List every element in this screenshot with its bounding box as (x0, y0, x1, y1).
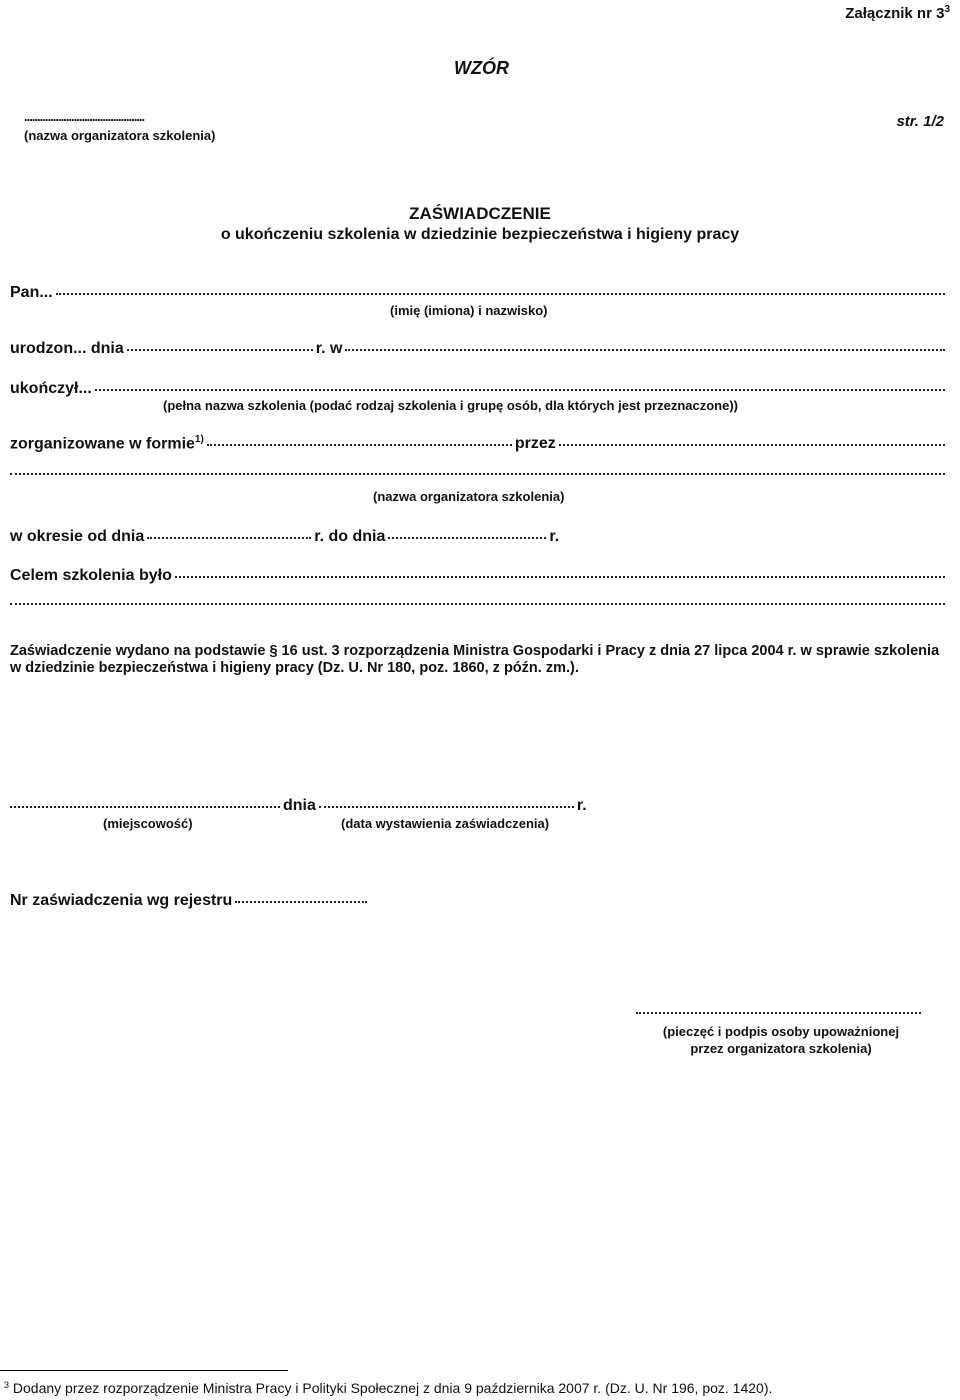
birth-place-field[interactable] (345, 348, 945, 351)
footnote-separator (0, 1370, 288, 1371)
organizer-field[interactable] (559, 443, 945, 446)
name-caption: (imię (imiona) i nazwisko) (390, 303, 548, 318)
birth-row (10, 340, 948, 358)
name-label: Pan... (10, 284, 53, 301)
signature-caption-line1: (pieczęć i podpis osoby upoważnionej (662, 1024, 900, 1039)
completed-row (10, 380, 948, 398)
birth-place-label: r. w (315, 340, 343, 357)
signature-caption-line2: przez organizatora szkolenia) (690, 1041, 872, 1056)
organized-label: zorganizowane w formie$^{1)}$ (10, 434, 204, 453)
training-form-field[interactable] (207, 443, 512, 446)
legal-basis-text: Zaświadczenie wydano na podstawie § 16 ust. 3 rozporządzenia Ministra Gospodarki i Pracy z dnia 27 lipca 2004 r. w sprawie szkolenia w dziedzinie bezpieczeństwa i higieny pracy (Dz. U. Nr 180, poz. 1860, z późn. zm.). (10, 643, 940, 676)
period-end-suffix: r. (549, 528, 560, 545)
goal-row (10, 567, 948, 585)
footnote (4, 1380, 772, 1396)
annex-label: Załącznik nr $3^3$ (845, 4, 950, 22)
annex-footnote-ref: 3 (944, 4, 950, 15)
template-word: WZÓR (454, 58, 509, 78)
document-title: ZAŚWIADCZENIE (409, 204, 551, 223)
issue-date-field[interactable] (319, 805, 574, 808)
organizer-row (10, 474, 948, 477)
birth-label: urodzon... dnia (10, 340, 124, 357)
goal-label: Celem szkolenia było (10, 567, 172, 584)
register-row (10, 892, 370, 910)
organized-row (10, 434, 948, 453)
goal-row-2 (10, 604, 948, 607)
training-name-caption: (pełna nazwa szkolenia (podać rodzaj szkolenia i grupę osób, dla których jest przeznaczone)) (163, 398, 739, 413)
organizer-name-field[interactable] (10, 472, 945, 475)
period-row (10, 528, 948, 546)
training-name-field[interactable] (95, 388, 945, 391)
completed-label: ukończył... (10, 380, 92, 397)
goal-field-continued[interactable] (10, 602, 945, 605)
page-label: str. 1/2 (896, 113, 944, 130)
organizer-caption: (nazwa organizatora szkolenia) (24, 128, 216, 143)
date-label: dnia (283, 797, 316, 814)
birth-date-field[interactable] (127, 348, 313, 351)
period-end-field[interactable] (388, 536, 546, 539)
period-end-label: r. do dnia (314, 528, 386, 545)
register-number-field[interactable] (235, 900, 367, 903)
name-row (10, 284, 948, 302)
period-start-field[interactable] (147, 536, 311, 539)
footnote-marker: 3 (4, 1380, 10, 1390)
issue-date-caption: (data wystawienia zaświadczenia) (341, 816, 550, 831)
name-field[interactable] (56, 292, 945, 295)
goal-field[interactable] (175, 575, 945, 578)
date-suffix: r. (576, 797, 587, 814)
footnote-text: Dodany przez rozporządzenie Ministra Pracy i Polityki Społecznej z dnia 9 października 2007 r. (Dz. U. Nr 196, poz. 1420). (12, 1380, 773, 1396)
period-start-label: w okresie od dnia (10, 528, 145, 545)
register-label: Nr zaświadczenia wg rejestru (10, 892, 233, 909)
organizer-dots: .............................................. (24, 109, 145, 124)
signature-field[interactable] (636, 1012, 921, 1014)
by-label: przez (514, 435, 556, 453)
place-caption: (miejscowość) (103, 816, 193, 831)
document-subtitle: o ukończeniu szkolenia w dziedzinie bezpieczeństwa i higieny pracy (220, 226, 740, 243)
place-field[interactable] (10, 805, 280, 808)
place-date-row (10, 797, 610, 815)
organizer-name-caption: (nazwa organizatora szkolenia) (373, 489, 565, 504)
